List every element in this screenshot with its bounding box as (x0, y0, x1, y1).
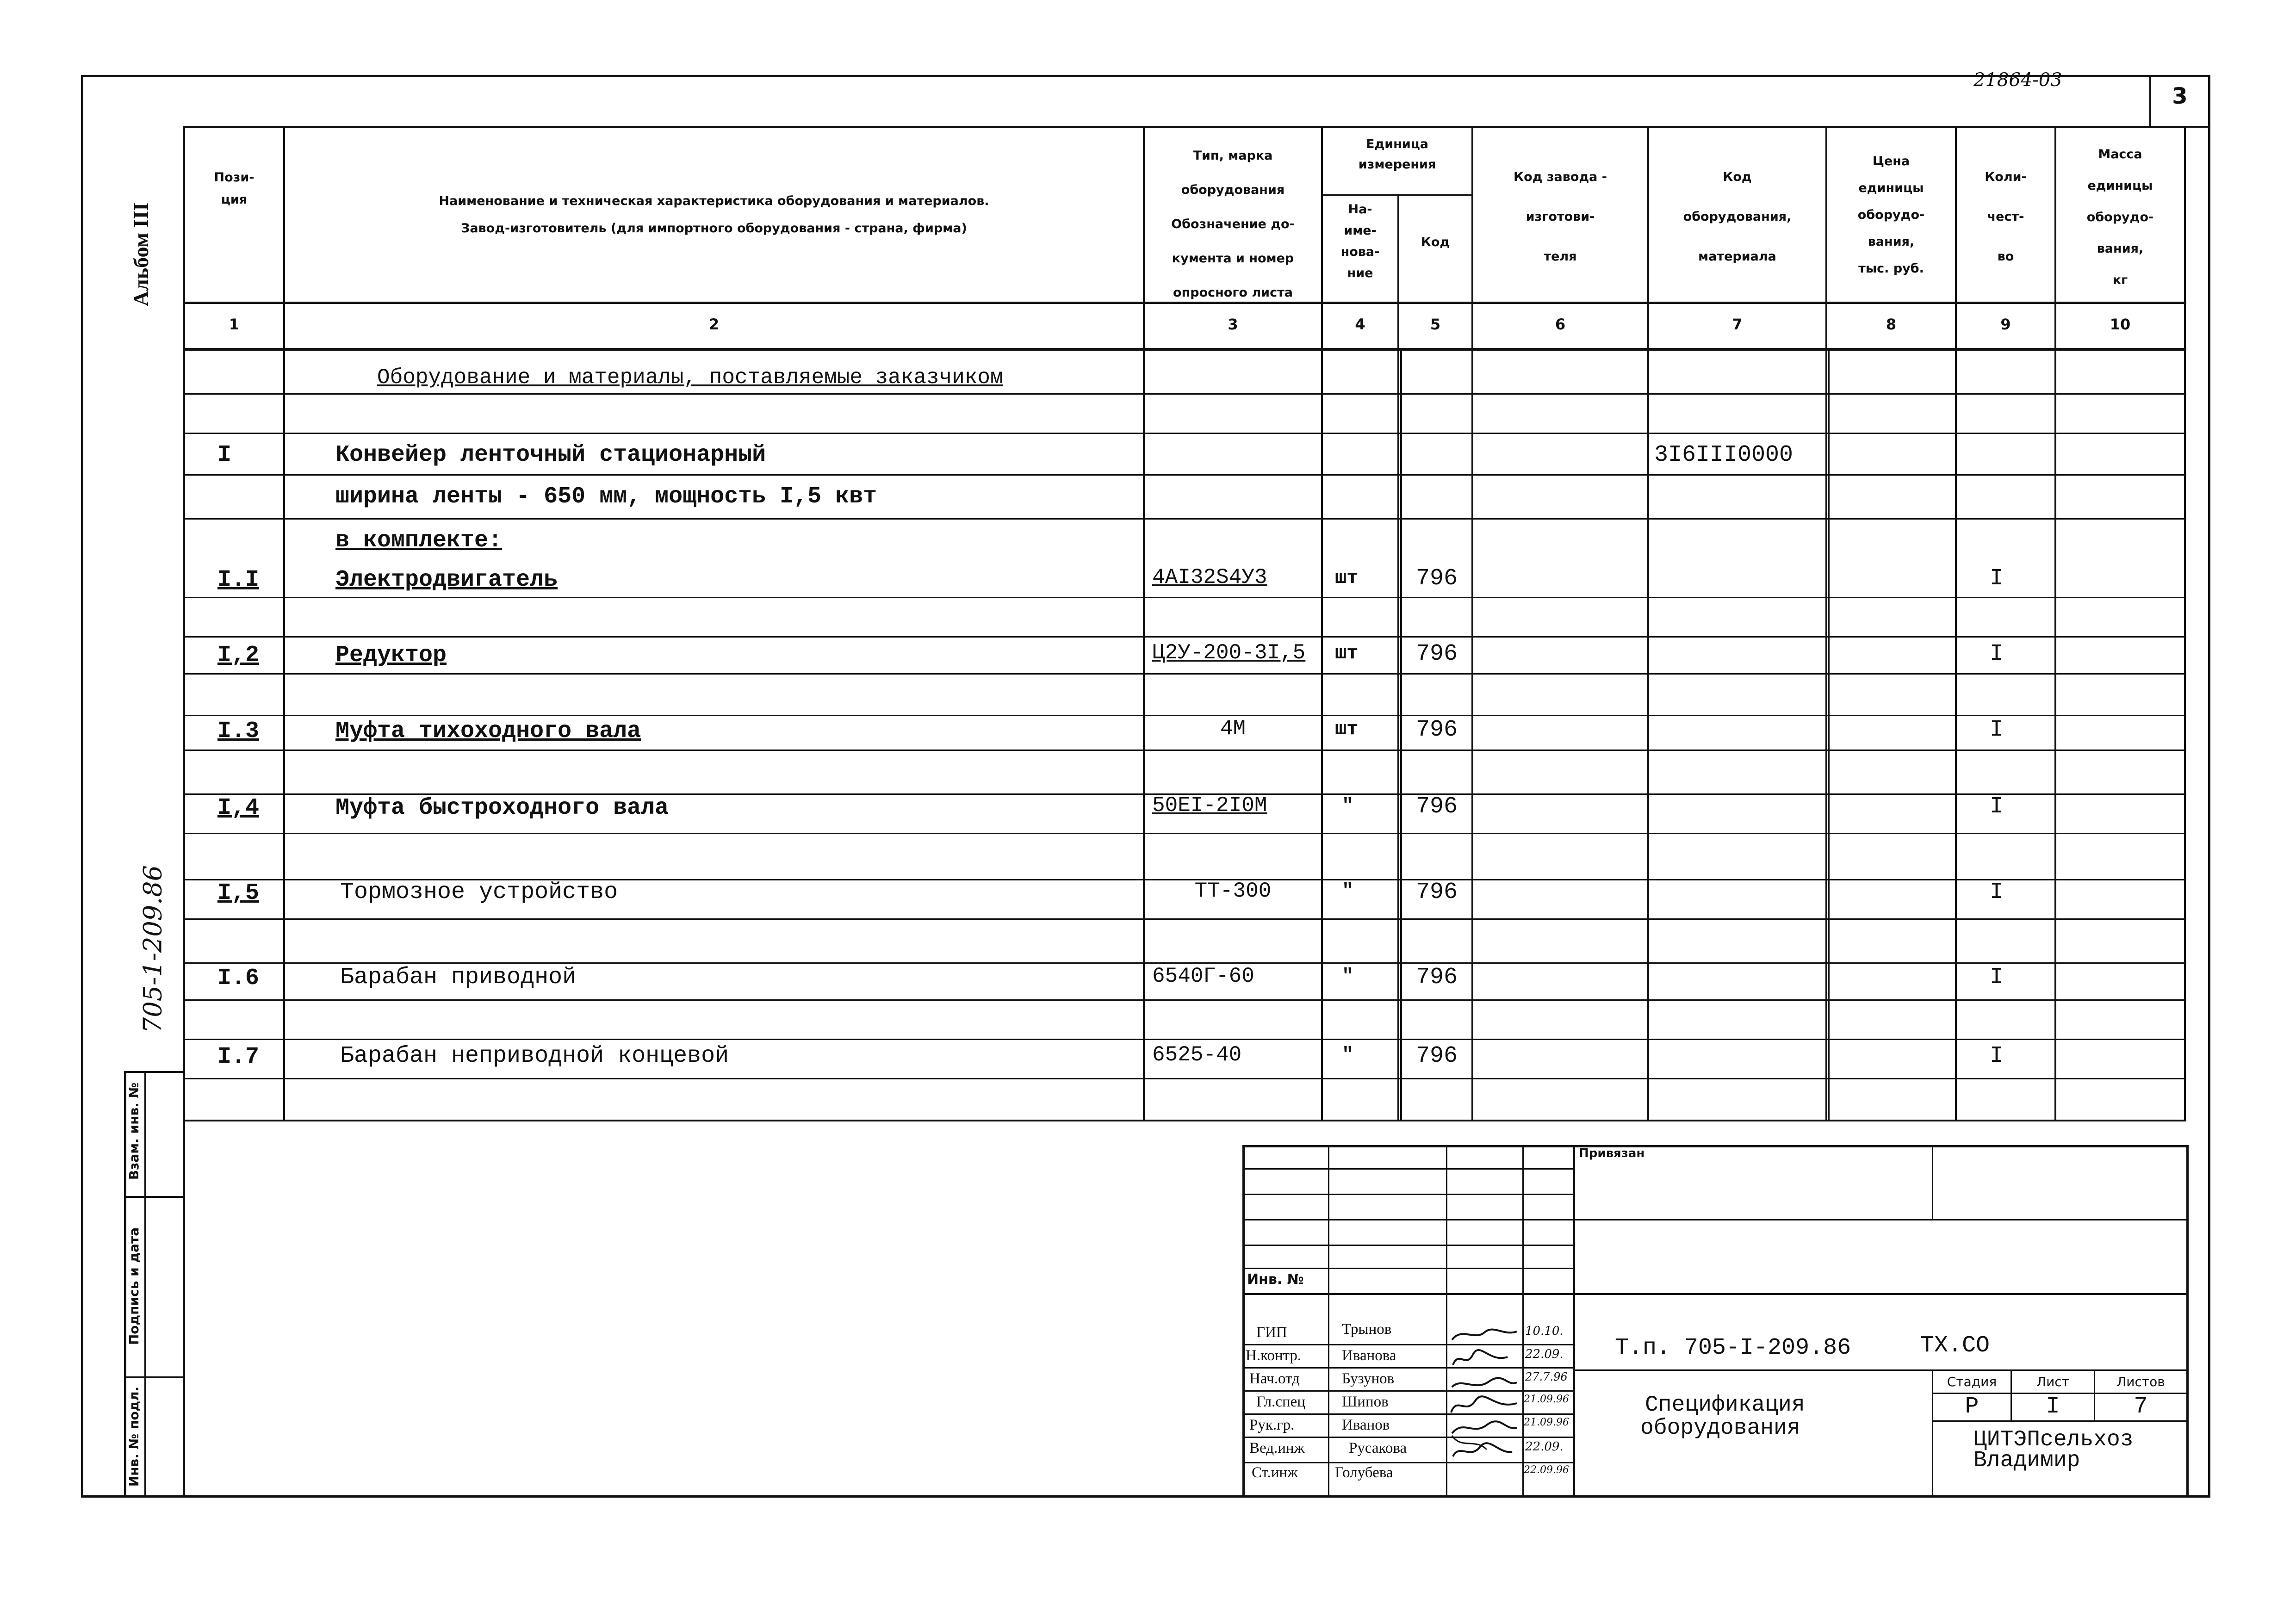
person-name: Иванова (1342, 1347, 1396, 1364)
header-type: Тип, марка оборудования Обозначение до- кумента и номер опросного листа (1171, 149, 1295, 300)
vzam-inv-label: Взам. инв. № (126, 1082, 142, 1180)
person-name: Шипов (1342, 1394, 1389, 1410)
row-unit: " (1342, 1044, 1354, 1066)
page-number: 3 (2172, 83, 2188, 109)
col-num: 10 (2110, 316, 2131, 333)
row-qty: I (1990, 964, 2004, 991)
podpis-data-label: Подпись и дата (126, 1227, 142, 1345)
header-unit-code: Код (1421, 235, 1450, 249)
sign-date: 21.09.96 (1524, 1417, 1569, 1428)
row-name: Электродвигатель (335, 567, 558, 593)
row-pos: I,5 (217, 880, 260, 906)
row-pos: I,4 (217, 795, 260, 821)
row-name: Барабан приводной (340, 964, 577, 991)
row-unit: " (1342, 965, 1354, 987)
row-pos: I.3 (217, 718, 260, 744)
sign-date: 27.7.96 (1525, 1370, 1568, 1383)
sheets-value: 7 (2134, 1394, 2148, 1420)
row-type: 4АI32S4У3 (1152, 565, 1267, 589)
person-name: Голубева (1335, 1464, 1393, 1481)
sheets-label: Листов (2116, 1374, 2165, 1389)
sign-date: 22.09. (1525, 1440, 1564, 1454)
row-name: Редуктор (335, 642, 447, 669)
signature-icon (1447, 1322, 1521, 1461)
header-factory: Завод-изготовитель (для импортного оборудования - страна, фирма) (461, 221, 967, 235)
frame-right (2208, 75, 2210, 1498)
row-code: 796 (1416, 793, 1458, 820)
person-name: Трынов (1342, 1321, 1392, 1338)
row-pos: I.7 (217, 1044, 260, 1070)
row-name: Муфта быстроходного вала (335, 795, 669, 821)
col-num: 3 (1228, 316, 1238, 333)
header-position: Пози- ция (214, 170, 254, 207)
row-type: 6525-40 (1152, 1043, 1242, 1067)
row-pos: I.I (217, 567, 260, 593)
row-type: Ц2У-200-3I,5 (1152, 641, 1306, 665)
header-equipment-code: Код оборудования, материала (1683, 170, 1792, 264)
row-code: 796 (1416, 641, 1458, 667)
item1-pos: I (217, 442, 232, 468)
handwritten-number: 21864-03 (1973, 69, 2062, 91)
row-type: 4М (1220, 717, 1246, 741)
role: Гл.спец (1256, 1394, 1305, 1410)
header-factory-code: Код завода - изготови- теля (1514, 170, 1607, 264)
row-name: Муфта тихоходного вала (335, 718, 641, 744)
row-pos: I,2 (217, 642, 260, 669)
row-unit: " (1342, 795, 1354, 817)
col-num: 6 (1555, 316, 1566, 333)
col-num: 9 (2000, 316, 2011, 333)
doc-title-line1: Спецификация (1645, 1393, 1805, 1418)
sheet-label: Лист (2036, 1374, 2069, 1389)
role: Вед.инж (1249, 1440, 1305, 1456)
stage-label: Стадия (1947, 1374, 1997, 1389)
sheet-value: I (2046, 1394, 2060, 1420)
item1-code: 3I6III0000 (1654, 442, 1793, 468)
row-code: 796 (1416, 879, 1458, 905)
frame-left (81, 75, 83, 1498)
document-code: ТХ.СО (1920, 1332, 1990, 1359)
row-unit: шт (1335, 718, 1359, 740)
col-num: 2 (708, 316, 720, 333)
person-name: Русакова (1349, 1440, 1407, 1456)
role: Нач.отд (1249, 1370, 1300, 1387)
row-pos: I.6 (217, 965, 260, 991)
header-mass: Масса единицы оборудо- вания, кг (2086, 147, 2154, 287)
row-qty: I (1990, 565, 2004, 592)
row-qty: I (1990, 641, 2004, 667)
person-name: Иванов (1342, 1417, 1390, 1433)
item1-line3: в комплекте: (335, 527, 503, 554)
col-num: 5 (1430, 316, 1441, 333)
row-type: 50ЕI-2I0М (1152, 793, 1267, 818)
role: Н.контр. (1246, 1347, 1302, 1364)
organization-line2: Владимир (1973, 1448, 2080, 1473)
inv-label: Инв. № (1247, 1271, 1304, 1288)
role: Рук.гр. (1249, 1417, 1295, 1433)
row-qty: I (1990, 1043, 2004, 1069)
album-label: Альбом III (129, 202, 153, 307)
person-name: Бузунов (1342, 1370, 1395, 1387)
col-num: 8 (1886, 316, 1897, 333)
privyazan-label: Привязан (1579, 1146, 1645, 1160)
header-unit-group: Единица измерения (1358, 137, 1436, 172)
frame-bottom (81, 1495, 2210, 1498)
section-title: Оборудование и материалы, поставляемые заказчиком (377, 365, 1003, 390)
row-type: ТТ-300 (1194, 879, 1272, 903)
sign-date: 22.09.96 (1524, 1464, 1569, 1476)
row-qty: I (1990, 717, 2004, 743)
doc-title-line2: оборудования (1640, 1416, 1800, 1441)
col-num: 7 (1732, 316, 1743, 333)
col-num: 4 (1355, 316, 1365, 333)
row-unit: шт (1335, 567, 1359, 589)
sign-date: 22.09. (1525, 1347, 1564, 1361)
row-code: 796 (1416, 717, 1458, 743)
header-name: Наименование и техническая характеристика оборудования и материалов. (439, 194, 989, 208)
row-unit: шт (1335, 642, 1359, 664)
row-qty: I (1990, 879, 2004, 905)
frame-top (81, 75, 2210, 77)
header-quantity: Коли- чест- во (1985, 170, 2027, 264)
row-type: 6540Г-60 (1152, 964, 1254, 988)
project-number: Т.п. 705-I-209.86 (1615, 1335, 1851, 1361)
row-unit: " (1342, 880, 1354, 902)
sign-date: 21.09.96 (1524, 1394, 1569, 1405)
role: ГИП (1256, 1324, 1287, 1341)
row-code: 796 (1416, 565, 1458, 592)
header-unit-name: На- име- нова- ние (1340, 202, 1380, 280)
header-price: Цена единицы оборудо- вания, тыс. руб. (1857, 154, 1925, 276)
row-name: Барабан неприводной концевой (340, 1043, 729, 1069)
col-num: 1 (229, 316, 240, 333)
row-code: 796 (1416, 1043, 1458, 1069)
item1-line2: ширина ленты - 650 мм, мощность I,5 квт (335, 483, 877, 510)
role: Ст.инж (1252, 1464, 1298, 1481)
row-qty: I (1990, 793, 2004, 820)
side-doc-number: 705-1-209.86 (138, 865, 168, 1033)
row-code: 796 (1416, 964, 1458, 991)
sign-date: 10.10. (1525, 1324, 1564, 1338)
inv-podl-label: Инв. № подл. (126, 1386, 142, 1487)
organization-line1: ЦИТЭПсельхоз (1973, 1427, 2134, 1452)
stage-value: Р (1965, 1394, 1979, 1420)
row-name: Тормозное устройство (340, 879, 618, 905)
item1-name: Конвейер ленточный стационарный (335, 442, 766, 468)
